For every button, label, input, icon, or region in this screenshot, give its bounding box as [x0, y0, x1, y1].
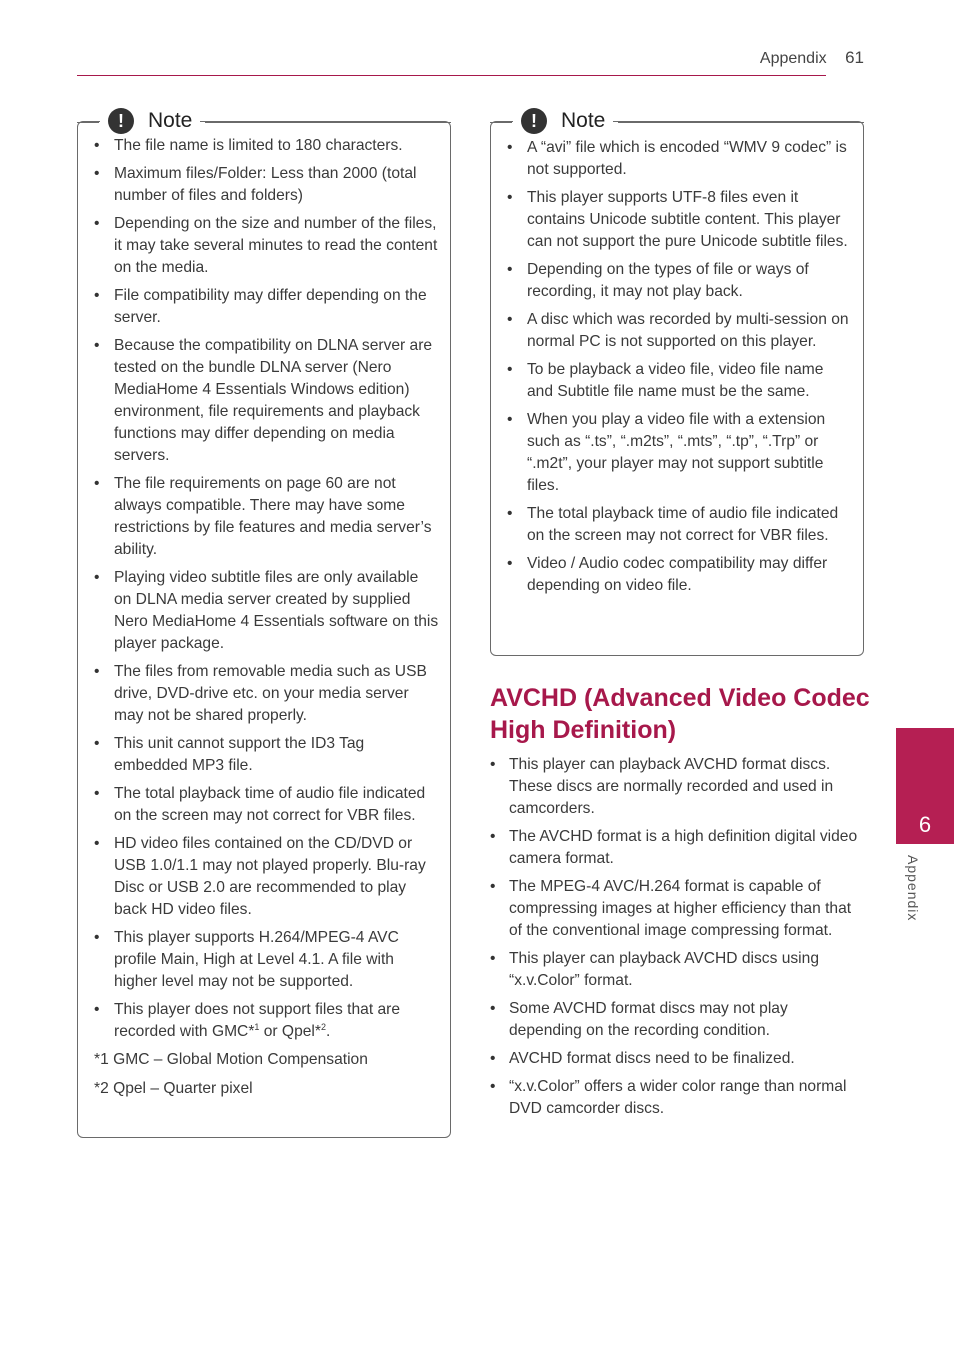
section-heading-avchd: AVCHD (Advanced Video Codec High Definition): [490, 684, 870, 744]
avchd-list: [490, 754, 862, 1126]
chapter-number: 6: [918, 812, 932, 837]
note-list-left: [94, 135, 439, 1107]
footnote: *1 GMC – Global Motion Compensation: [94, 1051, 368, 1068]
chapter-tab: [896, 728, 954, 844]
gmc-text-1: This player does not support files that are recorded with GMC*: [114, 1001, 401, 1040]
list-item-gmc: [94, 999, 439, 1043]
list-item: • This unit cannot support the ID3 Tag embedded MP3 file.: [94, 733, 439, 777]
note-list-right: [507, 137, 852, 603]
note-header: [100, 106, 200, 136]
note-top-rule: [77, 122, 99, 123]
list-item: • This player can playback AVCHD format discs. These discs are normally recorded and used in camcorders.: [490, 754, 862, 820]
list-item: • A disc which was recorded by multi-session on normal PC is not supported on this player.: [507, 309, 852, 353]
list-item: • Playing video subtitle files are only available on DLNA media server created by supplied Nero MediaHome 4 Essentials software on this player package.: [94, 567, 439, 655]
chapter-tab-label: Appendix: [905, 855, 921, 922]
list-item: • “x.v.Color” offers a wider color range than normal DVD camcorder discs.: [490, 1076, 862, 1120]
list-item: • Depending on the types of file or ways of recording, it may not play back.: [507, 259, 852, 303]
list-item: • Video / Audio codec compatibility may differ depending on video file.: [507, 553, 852, 597]
list-item: • Because the compatibility on DLNA server are tested on the bundle DLNA server (Nero MediaHome 4 Essentials Windows edition) environment, file requirements and playback functions may differ depending on media servers.: [94, 335, 439, 467]
list-item: • The file requirements on page 60 are not always compatible. There may have some restrictions by file features and media server’s ability.: [94, 473, 439, 561]
list-item: • The MPEG-4 AVC/H.264 format is capable of compressing images at higher efficiency than that of the conventional image compressing format.: [490, 876, 862, 942]
footnote-ref-2: 2: [320, 1021, 326, 1032]
list-item: • Some AVCHD format discs may not play depending on the recording condition.: [490, 998, 862, 1042]
exclamation-icon: !: [521, 108, 547, 134]
list-item: • A “avi” file which is encoded “WMV 9 codec” is not supported.: [507, 137, 852, 181]
note-top-rule: [618, 122, 864, 123]
note-header: [513, 106, 613, 136]
header-rule: [77, 75, 826, 76]
note-title: Note: [148, 109, 193, 132]
note-box-right: [490, 109, 864, 656]
list-item: • This player can playback AVCHD discs using “x.v.Color” format.: [490, 948, 862, 992]
exclamation-icon: !: [108, 108, 134, 134]
list-item: • Maximum files/Folder: Less than 2000 (total number of files and folders): [94, 163, 439, 207]
list-item: • The files from removable media such as USB drive, DVD-drive etc. on your media server may not be shared properly.: [94, 661, 439, 727]
footnote-ref-1: 1: [254, 1021, 260, 1032]
list-item: • Depending on the size and number of the files, it may take several minutes to read the content on the media.: [94, 213, 439, 279]
list-item: • The total playback time of audio file indicated on the screen may not correct for VBR files.: [94, 783, 439, 827]
list-item: • The total playback time of audio file indicated on the screen may not correct for VBR files.: [507, 503, 852, 547]
section-name: Appendix: [759, 50, 827, 67]
list-item: • To be playback a video file, video file name and Subtitle file name must be the same.: [507, 359, 852, 403]
list-item: • The file name is limited to 180 characters.: [94, 135, 439, 157]
list-item: • This player supports H.264/MPEG-4 AVC profile Main, High at Level 4.1. A file with higher level may not be supported.: [94, 927, 439, 993]
note-top-rule: [490, 122, 512, 123]
note-top-rule: [205, 122, 451, 123]
list-item: • This player supports UTF-8 files even it contains Unicode subtitle content. This player can not support the pure Unicode subtitle files.: [507, 187, 852, 253]
page-number: 61: [845, 48, 864, 67]
note-title: Note: [561, 109, 606, 132]
footnote: *2 Qpel – Quarter pixel: [94, 1080, 253, 1097]
list-item: • When you play a video file with a extension such as “.ts”, “.m2ts”, “.mts”, “.tp”, “.Trp” or “.m2t”, your player may not support subtitle files.: [507, 409, 852, 497]
page-header: [760, 48, 864, 68]
list-item: • HD video files contained on the CD/DVD or USB 1.0/1.1 may not played properly. Blu-ray Disc or USB 2.0 are recommended to play back HD video files.: [94, 833, 439, 921]
note-box-left: [77, 109, 451, 1138]
gmc-text-2: or Qpel*: [259, 1023, 321, 1040]
list-item: • File compatibility may differ depending on the server.: [94, 285, 439, 329]
list-item: • The AVCHD format is a high definition digital video camera format.: [490, 826, 862, 870]
list-item: • AVCHD format discs need to be finalized.: [490, 1048, 862, 1070]
gmc-text-3: .: [325, 1023, 331, 1040]
